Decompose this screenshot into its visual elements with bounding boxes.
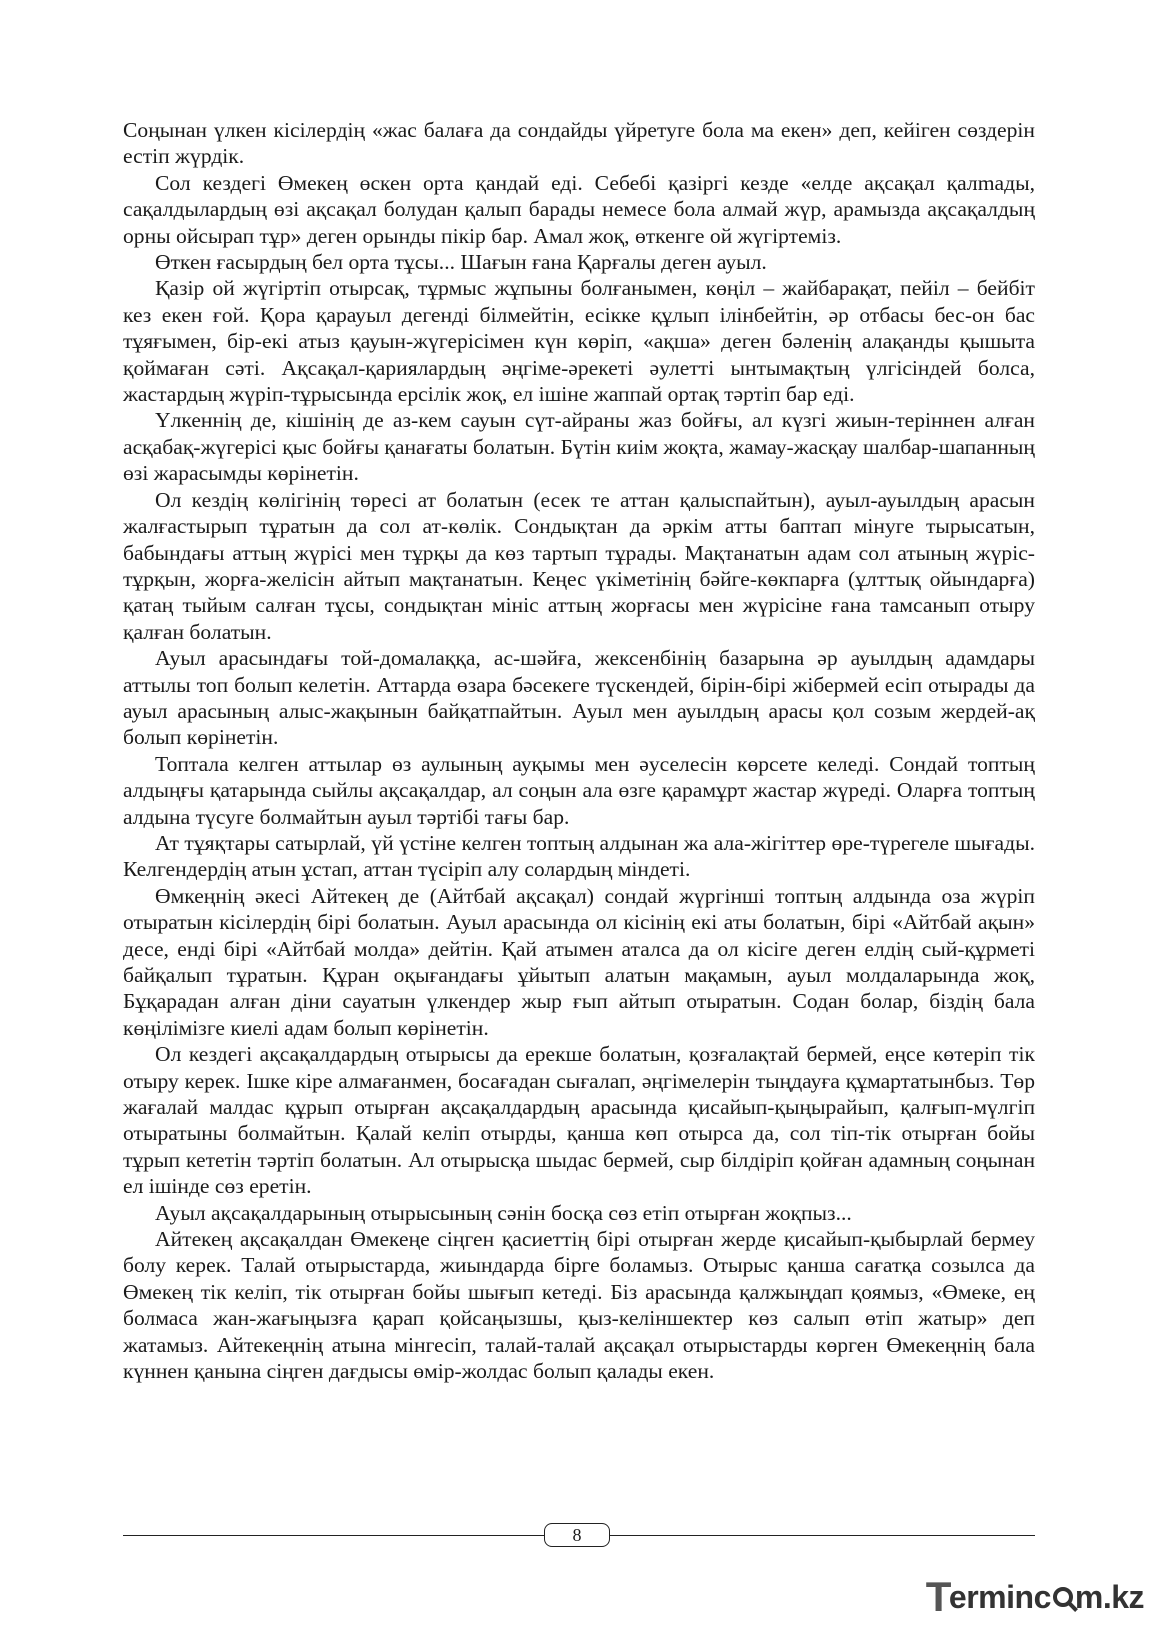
paragraph: Сол кездегі Өмекең өскен орта қандай еді. Себебі қазіргі кезде «елде ақсақал қалmады, сақалдылардың өзі ақсақал болудан қалып барады немесе бола алмай жүр, арамызда ақсақалдың орны ойсырап тұр» деген орынды пікір бар. Амал жоқ, өткенге ой жүгіртеміз. — [123, 170, 1035, 248]
paragraph: Ол кездегі ақсақалдардың отырысы да ерекше болатын, қозғалақтай бермей, еңсе көтеріп тік отыру керек. Ішке кіре алмағанмен, босағадан сығалап, әңгімелерін тыңдауға құмартатынбыз. Төр жағалай малдас құрып отырған ақсақалдардың арасында қисайып-қыңырайып, қалғып-мүлгіп отыратыны болмайтын. Қалай келіп отырды, қанша көп отырса да, сол тіп-тік отырған бойы тұрып кететін тәртіп болатын. Ал отырысқа шыдас бермей, сыр білдіріп қойған адамның соңынан ел ішінде сөз еретін. — [123, 1042, 1035, 1199]
paragraph: Ауыл арасындағы той-домалаққа, ас-шәйға, жексенбінің базарына әр ауылдың адамдары аттылы топ болып келетін. Аттарда өзара бәсекеге түскендей, бірін-бірі жібермей есіп отырады да ауыл арасының алыс-жақынын байқатпайтын. Ауыл мен ауылдың арасы қол созым жердей-ақ болып көрінетін. — [123, 646, 1035, 750]
site-watermark — [926, 1575, 1144, 1619]
document-body — [123, 117, 1035, 1385]
watermark-text-before: ermin — [948, 1578, 1034, 1615]
paragraph: Үлкеннің де, кішінің де аз-кем сауын сүт-айраны жаз бойғы, ал күзгі жиын-теріннен алған асқабақ-жүгерісі қыс бойғы қанағаты болатын. Бүтін киім жоқта, жамау-жасқау шалбар-шапанның өзі жарасымды көрінетін. — [123, 408, 1035, 486]
paragraph: Топтала келген аттылар өз аулының ауқымы мен әуселесін көрсете келеді. Сондай топтың алдыңғы қатарында сыйлы ақсақалдар, ал соңын ала өзге қарамұрт жастар жүреді. Оларға топтың алдына түсуге болмайтын ауыл тәртібі тағы бар. — [123, 751, 1035, 829]
paragraph: Айтекең ақсақалдан Өмекеңе сіңген қасиеттің бірі отырған жерде қисайып-қыбырлай бермеу болу керек. Талай отырыстарда, жиындарда бірге боламыз. Отырыс қанша сағатқа созылса да Өмекең тік келіп, тік отырған бойы шығып кетеді. Біз арасында қалжыңдап қоямыз, «Өмеке, ең болмаса жан-жағыңызға қарап қойсаңызшы, қыз-келіншектер көз салып өтіп жатыр» деп жатамыз. Айтекеңнің атына мінгесіп, талай-талай ақсақал отырыстарды көрген Өмекеңнің бала күннен қанына сіңген дағдысы өмір-жолдас болып қалады екен. — [123, 1227, 1035, 1384]
watermark-text-after: m.kz — [1074, 1578, 1144, 1615]
watermark-t-logo: T — [925, 1573, 951, 1620]
page-number: 8 — [544, 1523, 610, 1547]
paragraph: Ауыл ақсақалдарының отырысының сәнін босқа сөз етіп отырған жоқпыз... — [155, 1200, 852, 1225]
paragraph: Соңынан үлкен кісілердің «жас балаға да сондайды үйретуге бола ма екен» деп, кейіген сөздерін естіп жүрдік. — [123, 118, 1035, 169]
watermark-text-c: c — [1033, 1578, 1051, 1615]
paragraph: Қазір ой жүгіртіп отырсақ, тұрмыс жұпыны болғанымен, көңіл – жайбарақат, пейіл – бейбіт кез екен ғой. Қора қарауыл дегенді білмейтін, есікке құлып ілінбейтін, әр отбасы бес-он бас тұяғымен, бір-екі атыз қауын-жүгерісімен күн көріп, «ақша» деген бәленің алақанды қышыта қоймаған сәті. Ақсақал-қариялардың әңгіме-әрекеті әулетті ынтымақтың үлгісіндей болса, жастардың жүріп-тұрысында ерсілік жоқ, ел ішіне жаппай ортақ тәртіп бар еді. — [123, 276, 1035, 407]
paragraph: Өмкеңнің әкесі Айтекең де (Айтбай ақсақал) сондай жүргінші топтың алдында оза жүріп отыратын кісілердің бірі болатын. Ауыл арасында ол кісінің екі аты болатын, бірі «Айтбай ақын» десе, енді бірі «Айтбай молда» дейтін. Қай атымен аталса да ол кісіге деген елдің сый-құрметі байқалып тұратын. Құран оқығандағы ұйытып алатын мақамын, ауыл молдаларында жоқ, Бұқарадан алған діни сауатын үлкендер жыр ғып айтып отыратын. Содан болар, біздің бала көңілімізге киелі адам болып көрінетін. — [123, 883, 1035, 1040]
paragraph: Ол кездің көлігінің төресі ат болатын (есек те аттан қалыспайтын), ауыл-ауылдың арасын жалғастырып тұратын да сол ат-көлік. Сондықтан да әркім атты баптап мінуге тырысатын, бабындағы аттың жүрісі мен тұрқы да көз тартып тұрады. Мақтанатын адам сол атының жүріс-тұрқын, жорға-желісін айтып мақтанатын. Кеңес үкіметінің бәйге-көкпарға (ұлттық ойындарға) қатаң тыйым салған тұсы, сондықтан мініс аттың жорғасы мен жүрісіне ғана тамсанып отыру қалған болатын. — [123, 487, 1035, 644]
paragraph: Өткен ғасырдың бел орта тұсы... Шағын ғана Қарғалы деген ауыл. — [155, 250, 767, 275]
page-footer — [123, 1523, 1035, 1549]
paragraph: Ат тұяқтары сатырлай, үй үстіне келген топтың алдынан жа ала-жігіттер өре-түрегеле шығады. Келгендердің атын ұстап, аттан түсіріп алу солардың міндеті. — [123, 830, 1035, 882]
magnifier-icon — [1053, 1587, 1073, 1607]
